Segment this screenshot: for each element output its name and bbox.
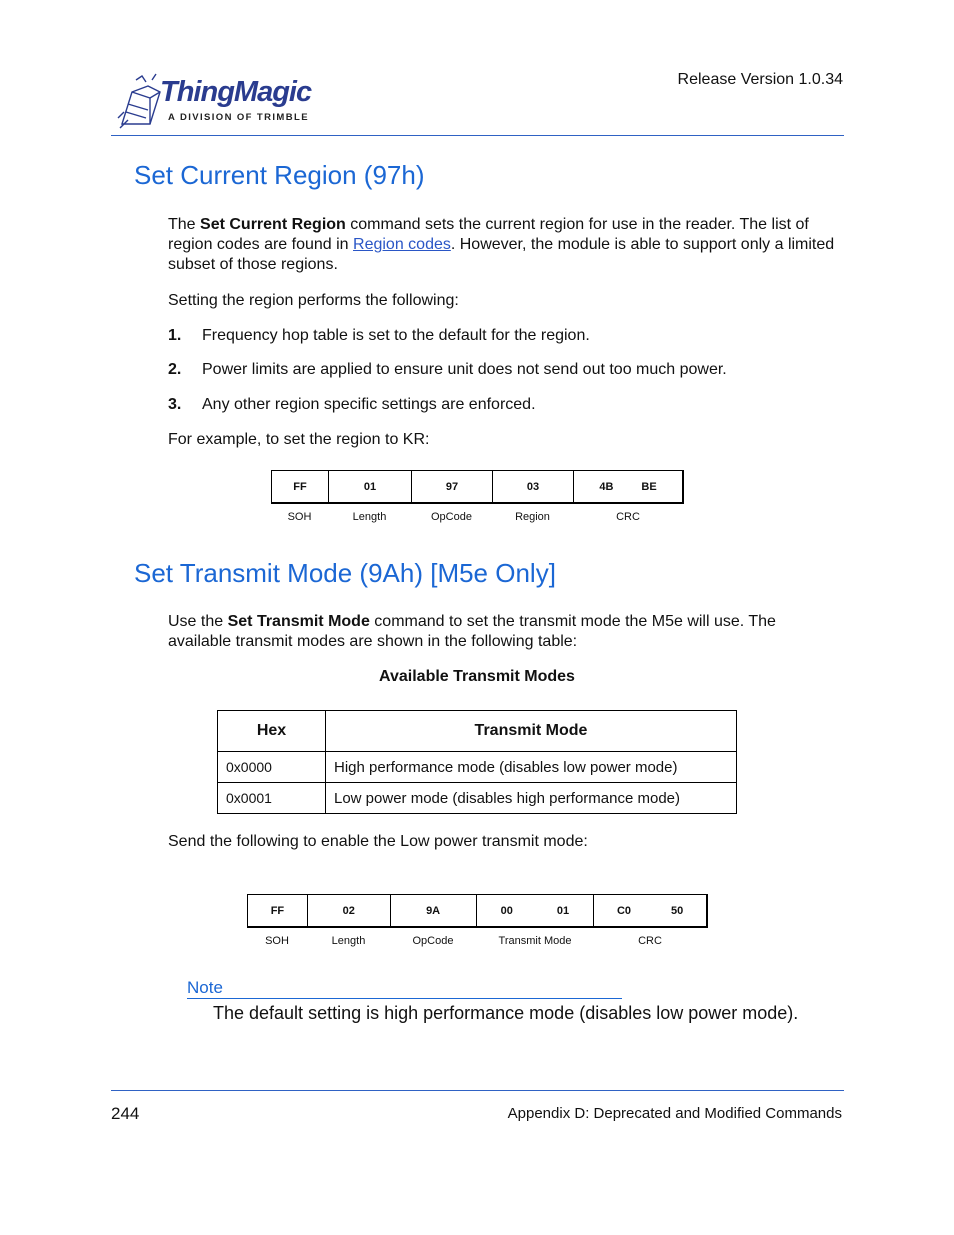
list-item-number: 2. [168,361,182,378]
packet-byte: BE [641,480,657,493]
release-version: Release Version 1.0.34 [677,71,843,88]
packet-label: SOH [265,935,289,947]
list-item-text: Power limits are applied to ensure unit does not send out too much power. [202,361,727,378]
footer-divider [111,1090,844,1091]
packet-labels [247,935,706,947]
table-cell-mode: Low power mode (disables high performance mode) [326,783,737,814]
table-header-mode: Transmit Mode [326,711,737,752]
table-cell-hex: 0x0000 [218,752,326,783]
packet-byte: 03 [493,471,574,502]
page-number: 244 [111,1104,140,1123]
table-header-hex: Hex [218,711,326,752]
packet-label: OpCode [431,511,472,523]
region-codes-link[interactable]: Region codes [353,236,451,253]
list-item-number: 3. [168,396,182,413]
packet-byte: 02 [308,895,391,926]
packet-crc-cell [594,895,706,926]
packet-byte: 97 [412,471,493,502]
paragraph-region-effects: Setting the region performs the following: [168,292,459,309]
packet-label: Region [515,511,550,523]
transmit-modes-table [217,710,737,814]
packet-byte: 9A [391,895,477,926]
note-text: The default setting is high performance mode (disables low power mode). [213,1003,799,1023]
table-cell-hex: 0x0001 [218,783,326,814]
packet-label: Transmit Mode [498,935,572,947]
table-row [218,783,737,814]
packet-byte: FF [248,895,308,926]
table-header-row [218,711,737,752]
section-title-set-transmit-mode: Set Transmit Mode (9Ah) [M5e Only] [134,558,556,588]
list-item-text: Any other region specific settings are enforced. [202,396,536,413]
packet-labels [271,511,683,523]
packet-crc-cell [574,471,682,502]
packet-label: OpCode [412,935,454,947]
paragraph-intro-region: The Set Current Region command sets the current region for use in the reader. The list of region codes are found in Region codes. However, the module is able to support only a limited subset of those regions. [168,216,835,273]
packet-label: Length [352,511,387,523]
packet-byte: 4B [599,480,614,493]
section-title-set-current-region: Set Current Region (97h) [134,160,425,190]
list-item-number: 1. [168,327,182,344]
logo-wordmark: ThingMagic [160,76,312,108]
packet-label: CRC [616,511,640,523]
note-label: Note [187,978,223,997]
packet-label: Length [331,935,366,947]
packet-transmit-mode [247,894,708,928]
table-caption: Available Transmit Modes [379,668,575,685]
paragraph-send-low-power: Send the following to enable the Low power transmit mode: [168,833,588,850]
paragraph-example-kr: For example, to set the region to KR: [168,431,430,448]
packet-byte: 00 [500,904,513,917]
packet-label: SOH [287,511,312,523]
table-cell-mode: High performance mode (disables low power mode) [326,752,737,783]
packet-mode-cell [477,895,595,926]
paragraph-intro-transmit: Use the Set Transmit Mode command to set the transmit mode the M5e will use. The available transmit modes are shown in the following table: [168,613,776,650]
logo-subtitle: A DIVISION OF TRIMBLE [168,112,309,123]
packet-byte: C0 [616,904,632,917]
packet-byte: 50 [671,904,684,917]
list-item-text: Frequency hop table is set to the default for the region. [202,327,590,344]
chapter-title: Appendix D: Deprecated and Modified Commands [507,1105,842,1122]
packet-byte: 01 [556,904,570,917]
packet-label: CRC [638,935,662,947]
packet-byte: 01 [329,471,412,502]
packet-byte: FF [272,471,329,502]
header-divider [111,135,844,136]
packet-region-kr [271,470,684,504]
table-row [218,752,737,783]
note-divider [187,998,622,999]
